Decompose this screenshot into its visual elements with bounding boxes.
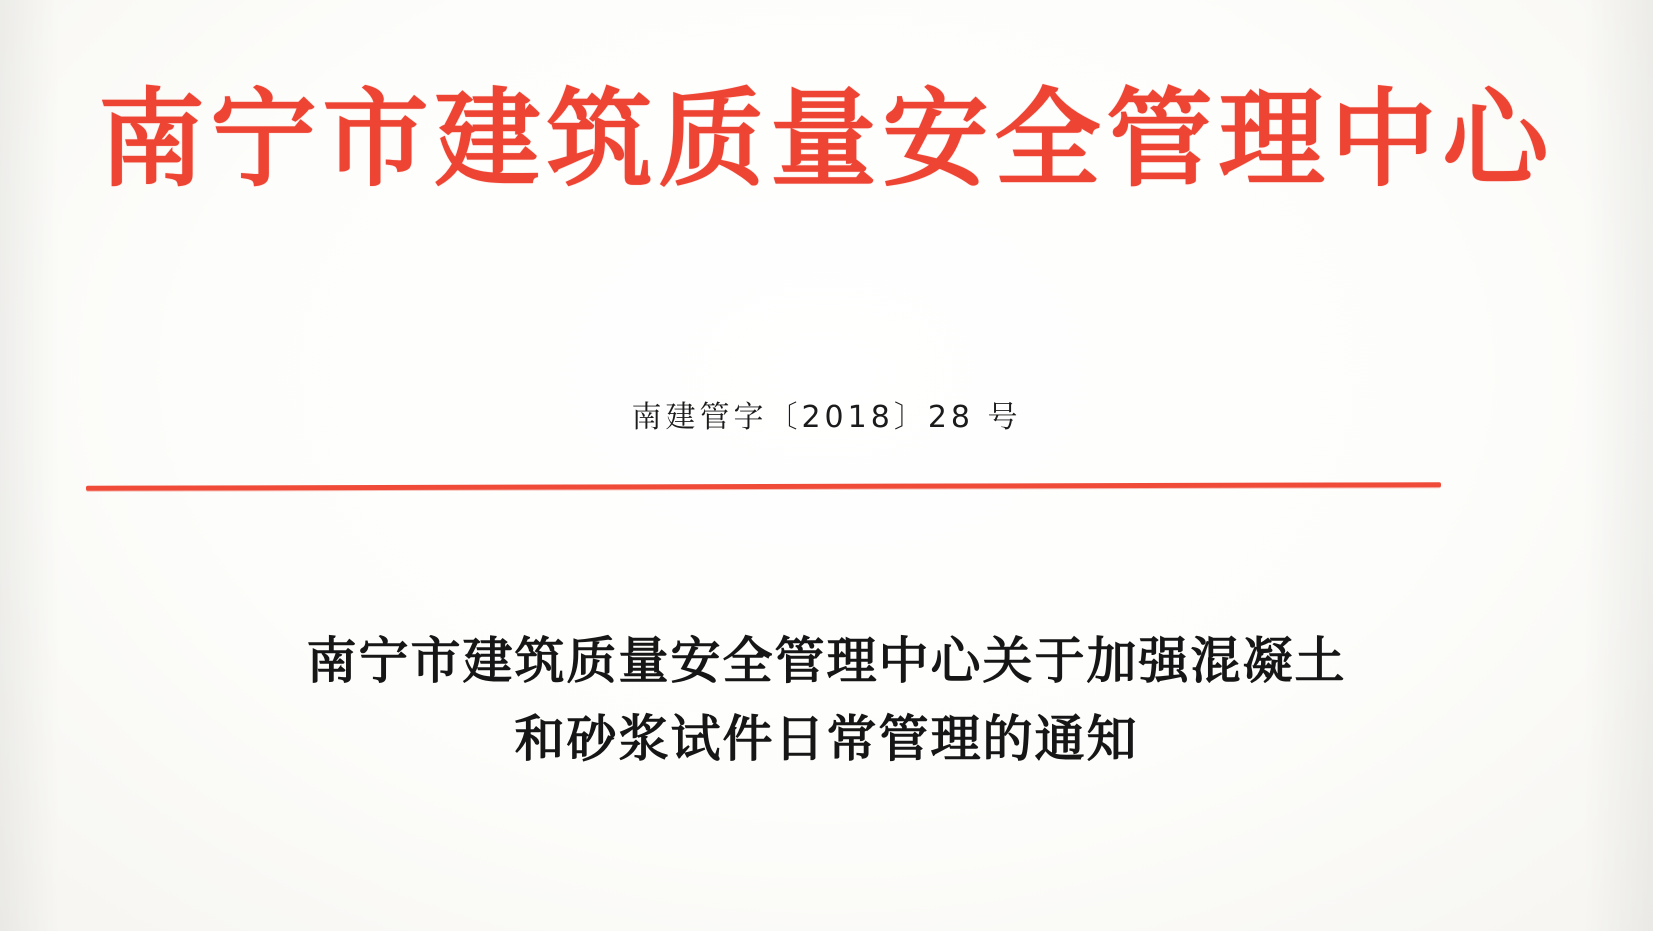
document-title-line-2: 和砂浆试件日常管理的通知 bbox=[514, 708, 1139, 768]
document-number: 南建管字〔2018〕28 号 bbox=[631, 400, 1022, 435]
document-title-line-1: 南宁市建筑质量安全管理中心关于加强混凝土 bbox=[306, 631, 1347, 690]
document-title bbox=[0, 622, 1653, 777]
letterhead-title: 南宁市建筑质量安全管理中心 bbox=[98, 76, 1555, 201]
red-divider-rule bbox=[86, 482, 1441, 491]
